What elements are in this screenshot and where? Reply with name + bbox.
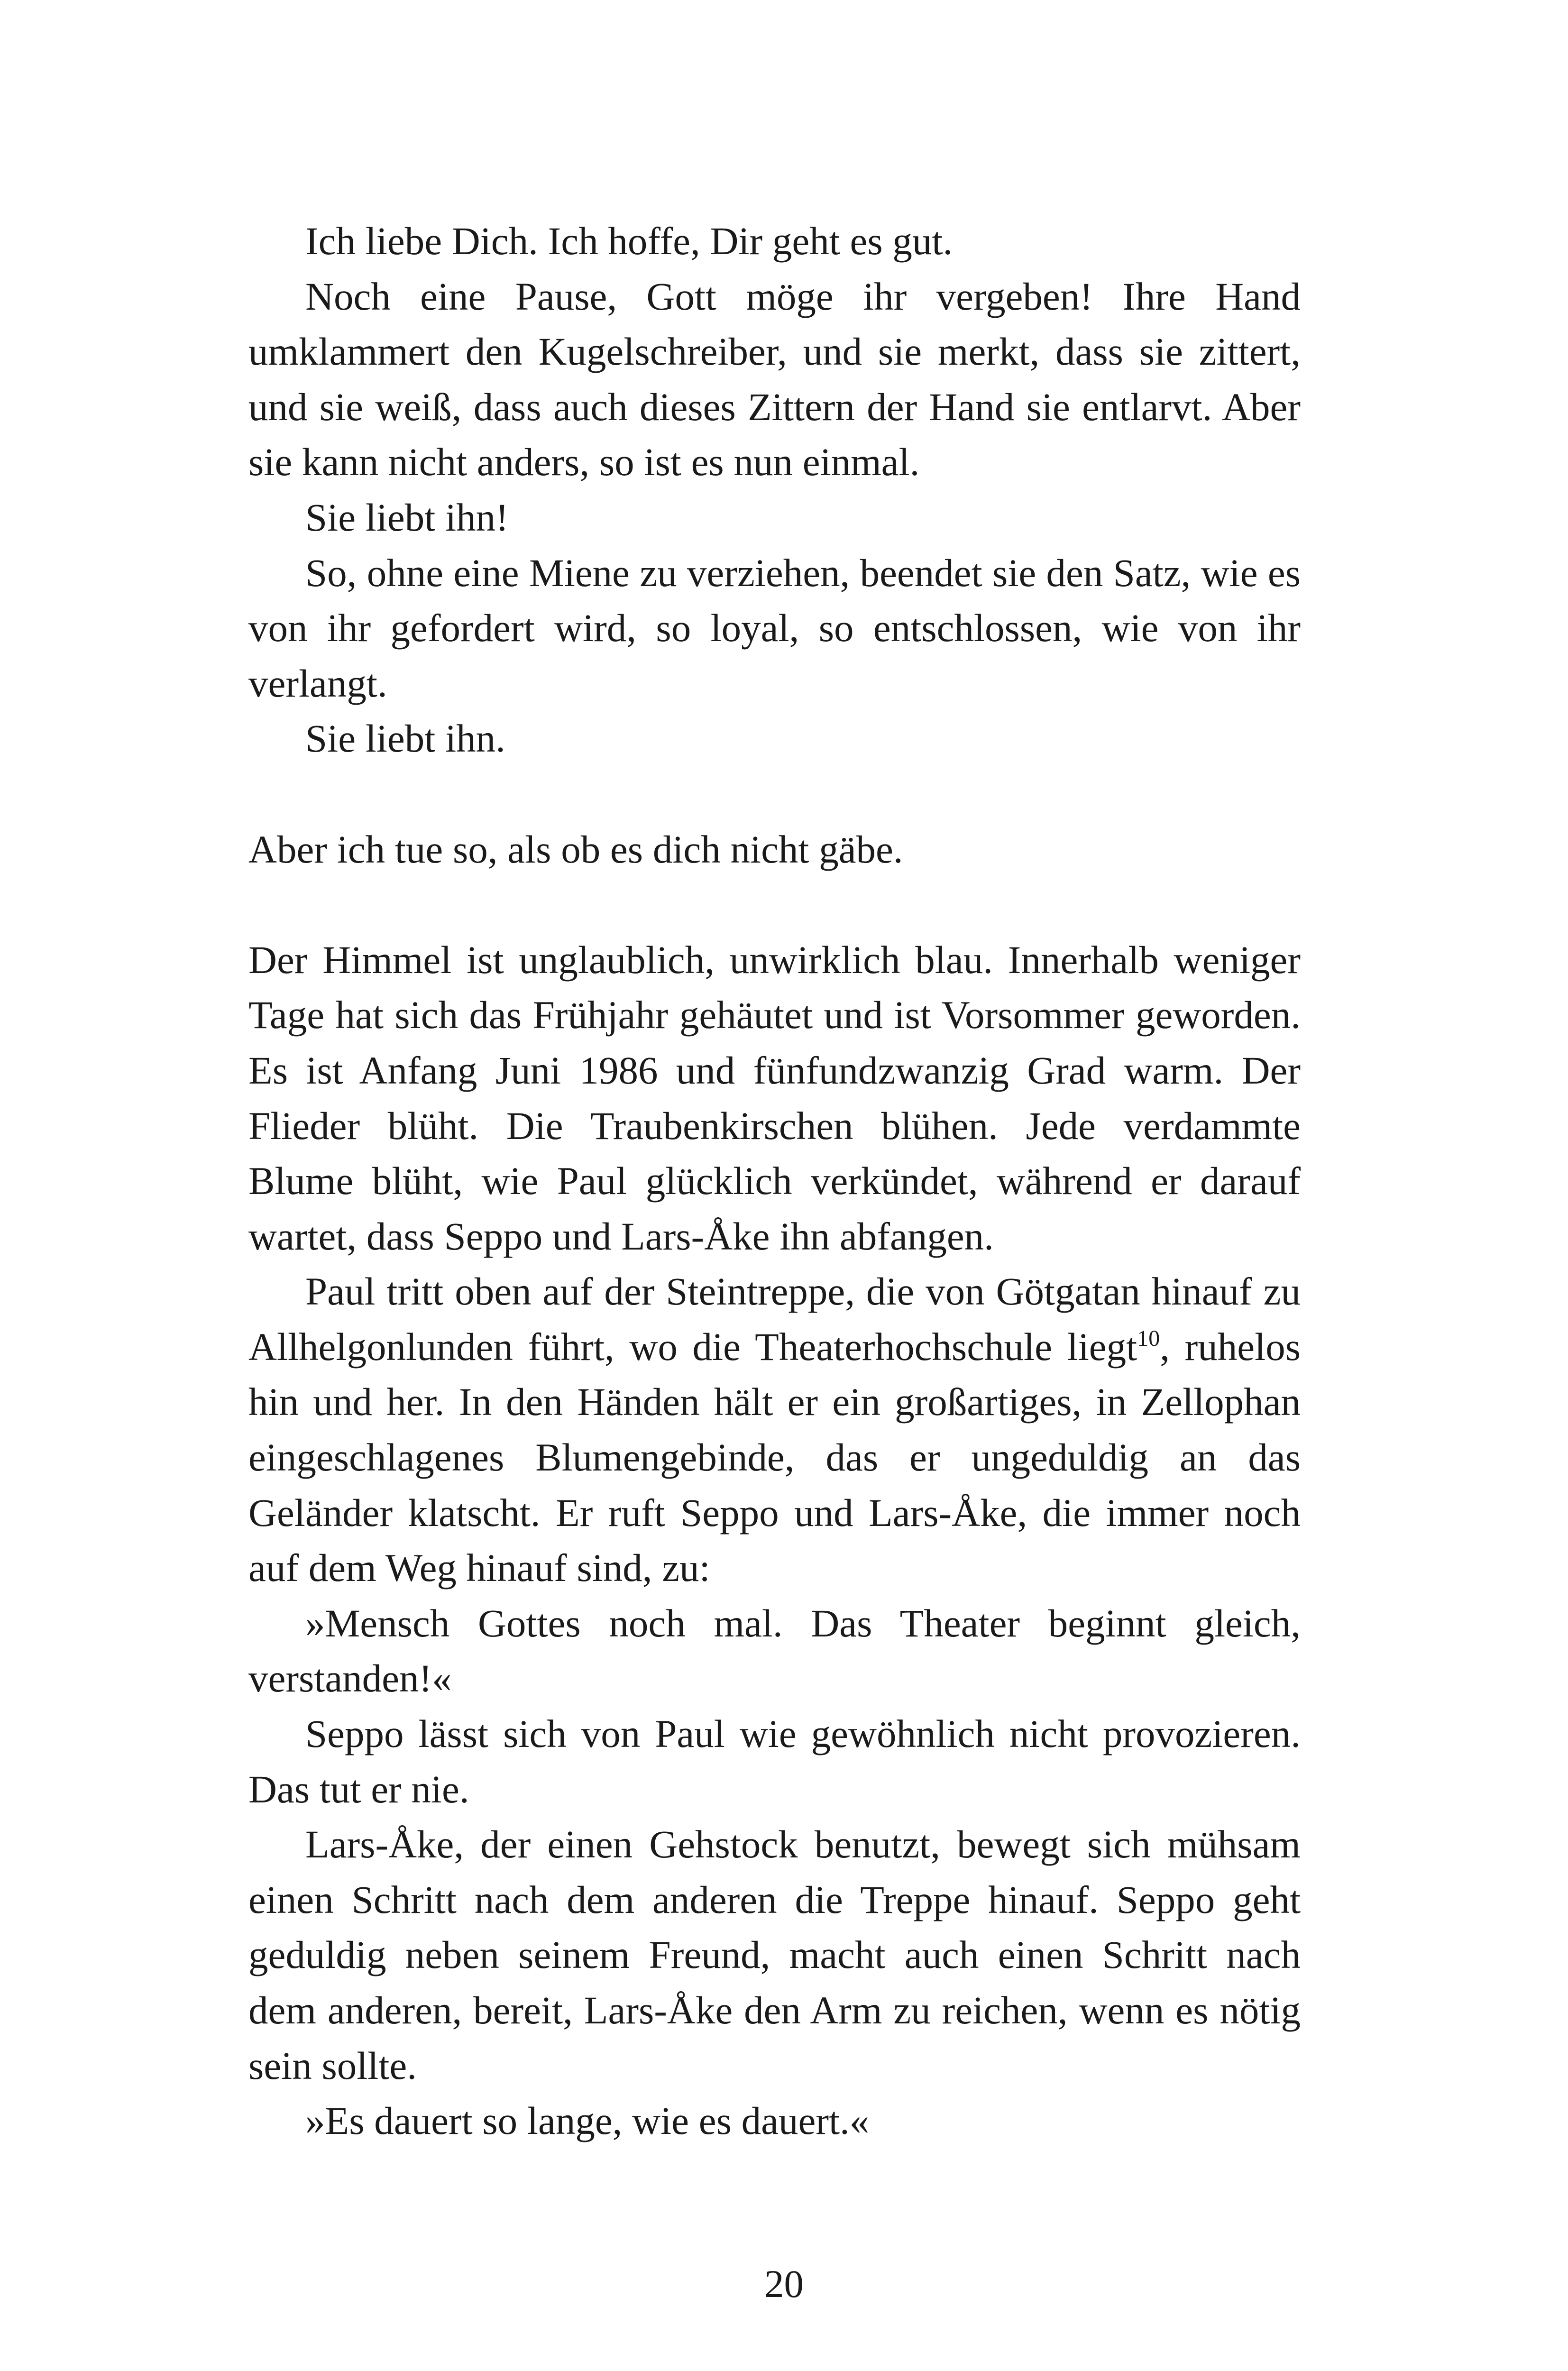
paragraph-es-dauert: »Es dauert so lange, wie es dauert.« xyxy=(305,2099,870,2143)
paragraph-steintreppe-part-1: Paul tritt oben auf der Steintreppe, die von Götgatan hinauf zu Allhelgonlunden führt, wo die Theaterhochschule liegt xyxy=(248,1269,1301,1369)
page-number: 20 xyxy=(764,2262,804,2306)
paragraph-sie-liebt-ihn: Sie liebt ihn. xyxy=(305,717,505,761)
paragraph-himmel: Der Himmel ist unglaublich, unwirklich blau. Innerhalb weniger Tage hat sich das Frühjahr gehäutet und ist Vorsommer geworden. Es ist Anfang Juni 1986 und fünfundzwanzig Grad warm. Der Flieder blüht. Die Traubenkirschen blühen. Jede verdammte Blume blüht, wie Paul glücklich verkündet, während er darauf wartet, dass Seppo und Lars-Åke ihn abfangen. xyxy=(248,937,1301,1258)
paragraph-lars-ake-gehstock: Lars-Åke, der einen Gehstock benutzt, bewegt sich mühsam einen Schritt nach dem anderen die Treppe hinauf. Seppo geht geduldig neben seinem Freund, macht auch einen Schritt nach dem anderen, bereit, Lars-Åke den Arm zu reichen, wenn es nötig sein sollte. xyxy=(248,1822,1301,2087)
footnote-marker: 10 xyxy=(1137,1325,1160,1351)
paragraph-sie-liebt-ihn-exclaim: Sie liebt ihn! xyxy=(305,495,509,539)
paragraph-letter-line-2: Aber ich tue so, als ob es dich nicht gäbe. xyxy=(248,827,903,871)
paragraph-mensch-gottes: »Mensch Gottes noch mal. Das Theater beginnt gleich, verstanden!« xyxy=(248,1601,1301,1700)
paragraph-steintreppe-part-2: , ruhelos hin und her. In den Händen hält er ein großartiges, in Zellophan eingeschlagenes Blumengebinde, das er ungeduldig an das Geländer klatscht. Er ruft Seppo und Lars-Åke, die immer noch auf dem Weg hinauf sind, zu: xyxy=(248,1324,1301,1590)
paragraph-pause: Noch eine Pause, Gott möge ihr vergeben! Ihre Hand umklammert den Kugelschreiber, und sie merkt, dass sie zittert, und sie weiß, dass auch dieses Zittern der Hand sie entlarvt. Aber sie kann nicht anders, so ist es nun einmal. xyxy=(248,274,1301,484)
paragraph-steintreppe xyxy=(248,1264,1301,1596)
paragraph-letter-line-1: Ich liebe Dich. Ich hoffe, Dir geht es gut. xyxy=(305,219,953,263)
paragraph-ohne-miene: So, ohne eine Miene zu verziehen, beendet sie den Satz, wie es von ihr gefordert wird, so loyal, so entschlossen, wie von ihr verlangt. xyxy=(248,551,1301,705)
book-page-text xyxy=(248,213,1301,2149)
paragraph-seppo-provozieren: Seppo lässt sich von Paul wie gewöhnlich nicht provozieren. Das tut er nie. xyxy=(248,1712,1301,1811)
